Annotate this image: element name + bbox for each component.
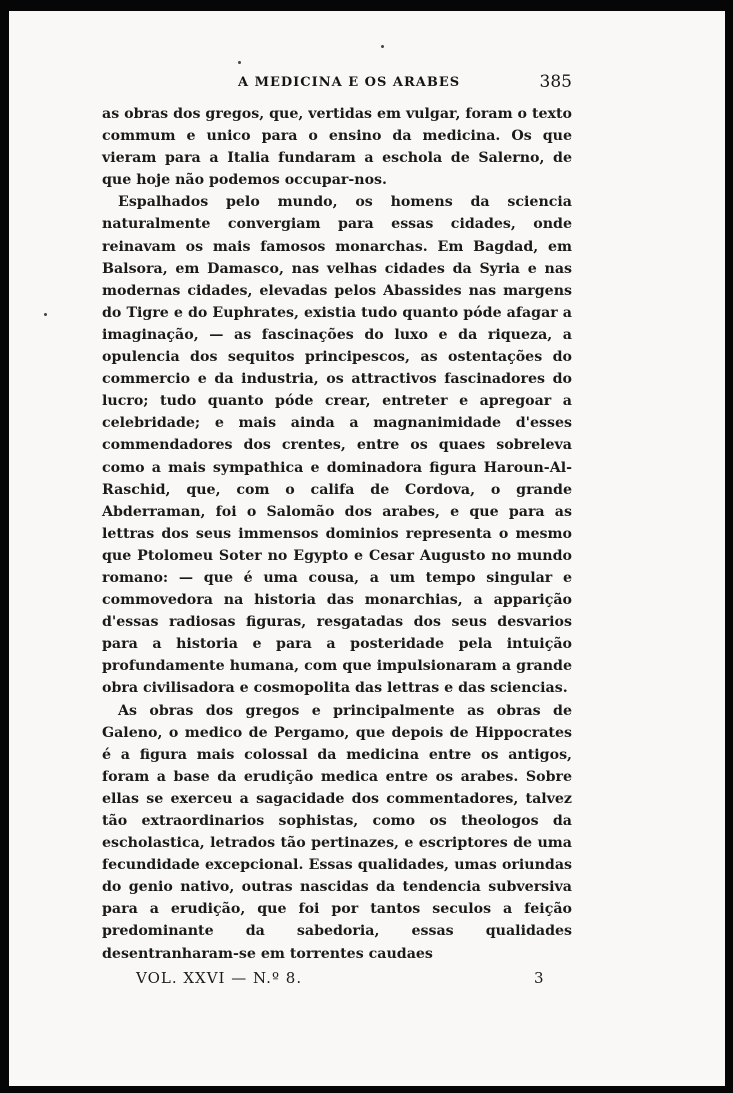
- paragraph-1: as obras dos gregos, que, vertidas em vulgar, foram o texto commum e unico para o ensino da medicina. Os que vieram para a Italia fundaram a eschola de Salerno, de que hoje não podemos occupar-nos.: [102, 106, 572, 189]
- scan-border-top: [0, 0, 733, 11]
- page-footer: [102, 967, 572, 991]
- speck-mark: [381, 45, 384, 48]
- sheet-number: 3: [534, 968, 544, 987]
- scan-border-left: [0, 0, 9, 1093]
- speck-mark: [238, 61, 241, 64]
- paragraph-3: As obras dos gregos e principalmente as obras de Galeno, o medico de Pergamo, que depois de Hippocrates é a figura mais colossal da medicina entre os antigos, foram a base da erudição medica entre os arabes. Sobre ellas se exerceu a sagacidade dos commentadores, talvez tão extraordinarios sophistas, como os theologos da escholastica, letrados tão pertinazes, e escriptores de uma fecundidade excepcional. Essas qualidades, umas oriundas do genio nativo, outras nascidas da tendencia subversiva para a erudição, que foi por tantos seculos a feição predominante da sabedoria, essas qualidades desentranharam-se em torrentes caudaes: [102, 702, 572, 962]
- speck-mark: [44, 313, 47, 316]
- running-header: [102, 72, 572, 96]
- scan-border-bottom: [0, 1086, 733, 1093]
- volume-signature: VOL. XXVI — N.º 8.: [136, 968, 303, 987]
- running-title: A MEDICINA E OS ARABES: [238, 75, 461, 90]
- page-content: [102, 72, 572, 991]
- body-text: [102, 103, 572, 965]
- scan-border-right: [725, 0, 733, 1093]
- page-number: 385: [539, 72, 572, 92]
- paragraph-2: Espalhados pelo mundo, os homens da sciencia naturalmente convergiam para essas cidades, onde reinavam os mais famosos monarchas. Em Bagdad, em Balsora, em Damasco, nas velhas cidades da Syria e nas modernas cidades, elevadas pelos Abassides nas margens do Tigre e do Euphrates, existia tudo quanto póde afagar a imaginação, — as fascinações do luxo e da riqueza, a opulencia dos sequitos principescos, as ostentações do commercio e da industria, os attractivos fascinadores do lucro; tudo quanto póde crear, entreter e apregoar a celebridade; e mais ainda a magnanimidade d'esses commendadores dos crentes, entre os quaes sobreleva como a mais sympathica e dominadora figura Haroun-Al-Raschid, que, com o califa de Cordova, o grande Abderraman, foi o Salomão dos arabes, e que para as lettras dos seus immensos dominios representa o mesmo que Ptolomeu Soter no Egypto e Cesar Augusto no mundo romano: — que é uma cousa, a um tempo singular e commovedora na historia das monarchias, a apparição d'essas radiosas figuras, resgatadas dos seus desvarios para a historia e para a posteridade pela intuição profundamente humana, com que impulsionaram a grande obra civilisadora e cosmopolita das lettras e das sciencias.: [102, 194, 572, 697]
